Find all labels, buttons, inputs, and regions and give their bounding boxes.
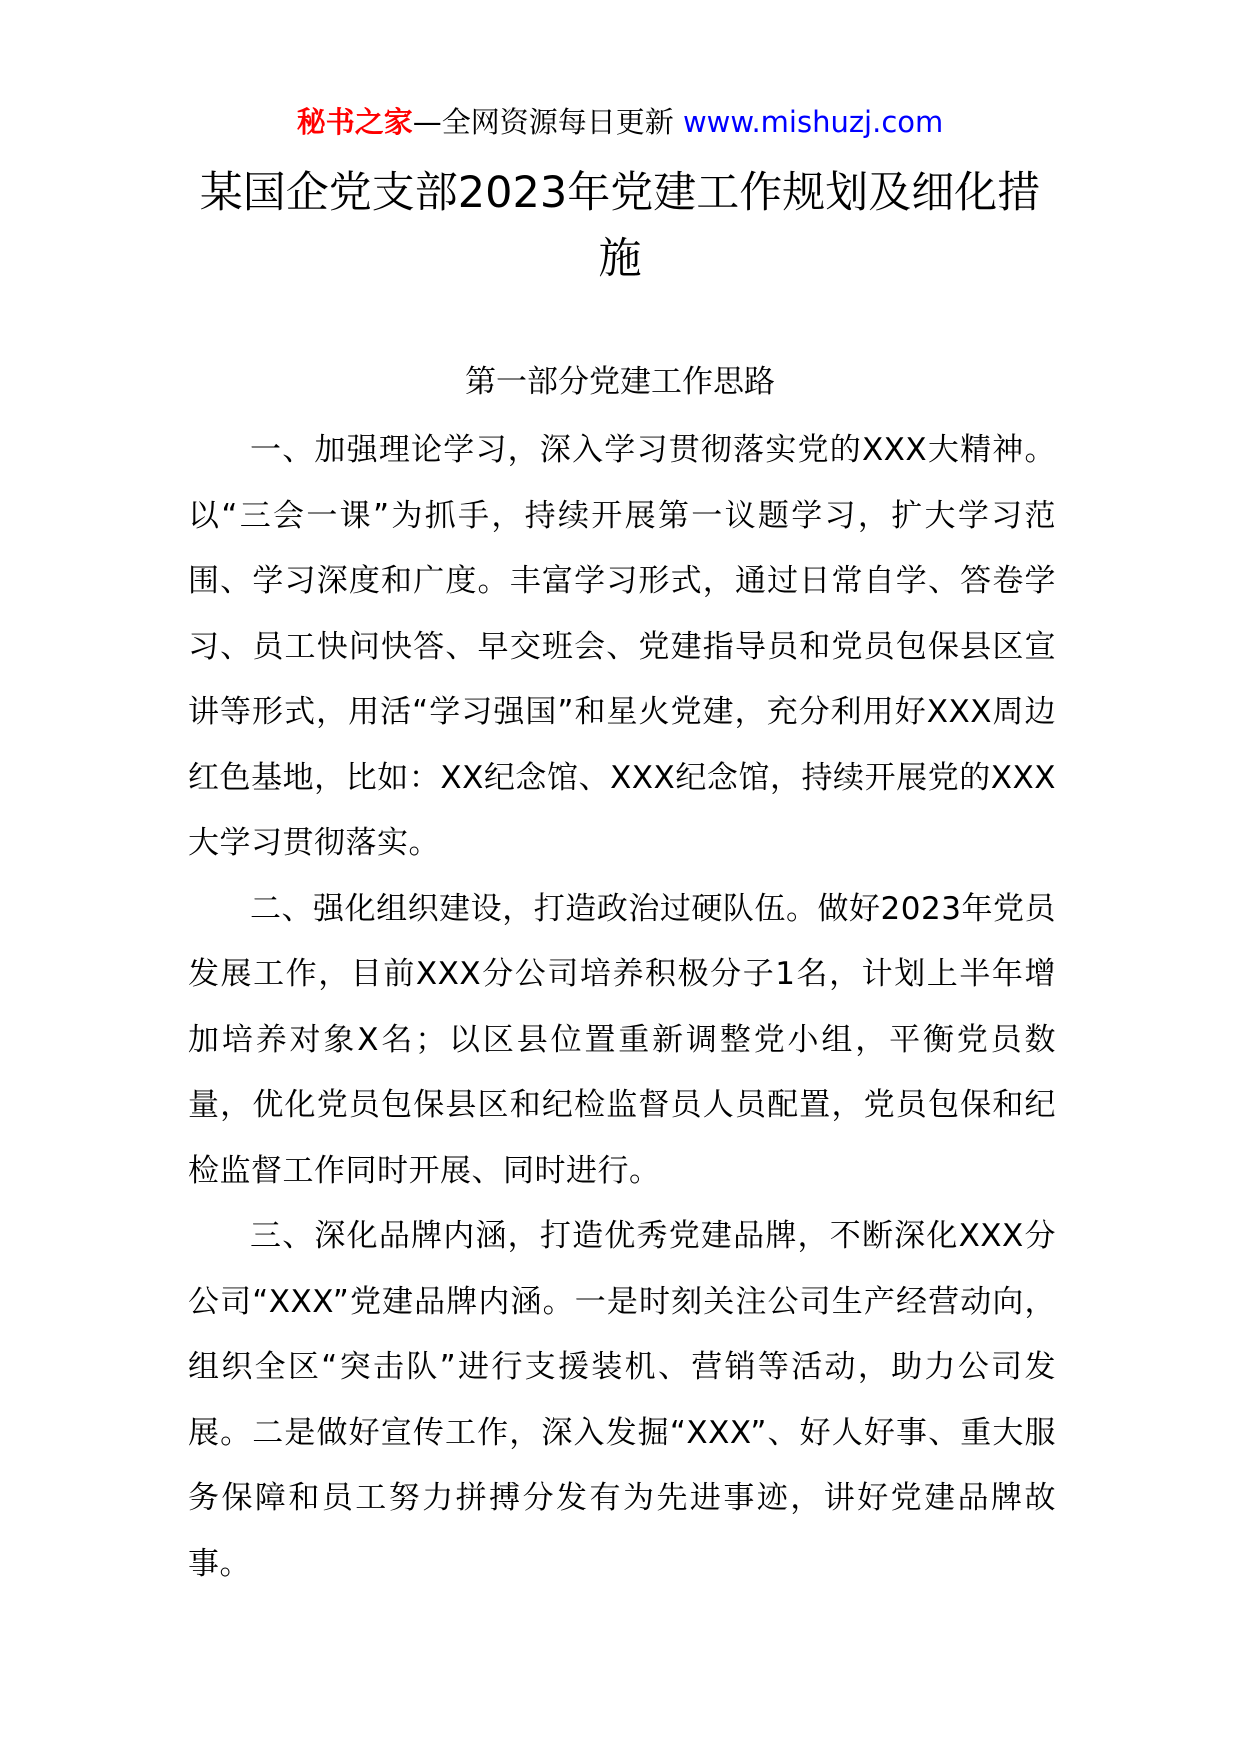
banner-tagline: —全网资源每日更新 [412, 105, 683, 139]
paragraph-2: 二、强化组织建设，打造政治过硬队伍。做好2023年党员发展工作，目前XXX分公司培养积极分子1名，计划上半年增加培养对象X名；以区县位置重新调整党小组，平衡党员数量，优化党员包保县区和纪检监督员人员配置，党员包保和纪检监督工作同时开展、同时进行。 [188, 890, 1056, 1189]
document-body [188, 418, 1056, 1597]
paragraph-1: 一、加强理论学习，深入学习贯彻落实党的XXX大精神。以“三会一课”为抓手，持续开展第一议题学习，扩大学习范围、学习深度和广度。丰富学习形式，通过日常自学、答卷学习、员工快问快答、早交班会、党建指导员和党员包保县区宣讲等形式，用活“学习强国”和星火党建，充分利用好XXX周边红色基地，比如：XX纪念馆、XXX纪念馆，持续开展党的XXX大学习贯彻落实。 [188, 432, 1056, 861]
brand-name: 秘书之家 [296, 105, 413, 139]
document-title: 某国企党支部2023年党建工作规划及细化措施 [199, 168, 1041, 284]
paragraph-3: 三、深化品牌内涵，打造优秀党建品牌，不断深化XXX分公司“XXX”党建品牌内涵。一是时刻关注公司生产经营动向，组织全区“突击队”进行支援装机、营销等活动，助力公司发展。二是做好宣传工作，深入发掘“XXX”、好人好事、重大服务保障和员工努力拼搏分发有为先进事迹，讲好党建品牌故事。 [188, 1218, 1056, 1582]
site-url-link[interactable]: www.mishuzj.com [682, 105, 944, 139]
section-heading: 第一部分党建工作思路 [465, 364, 775, 400]
site-banner [0, 102, 1240, 142]
